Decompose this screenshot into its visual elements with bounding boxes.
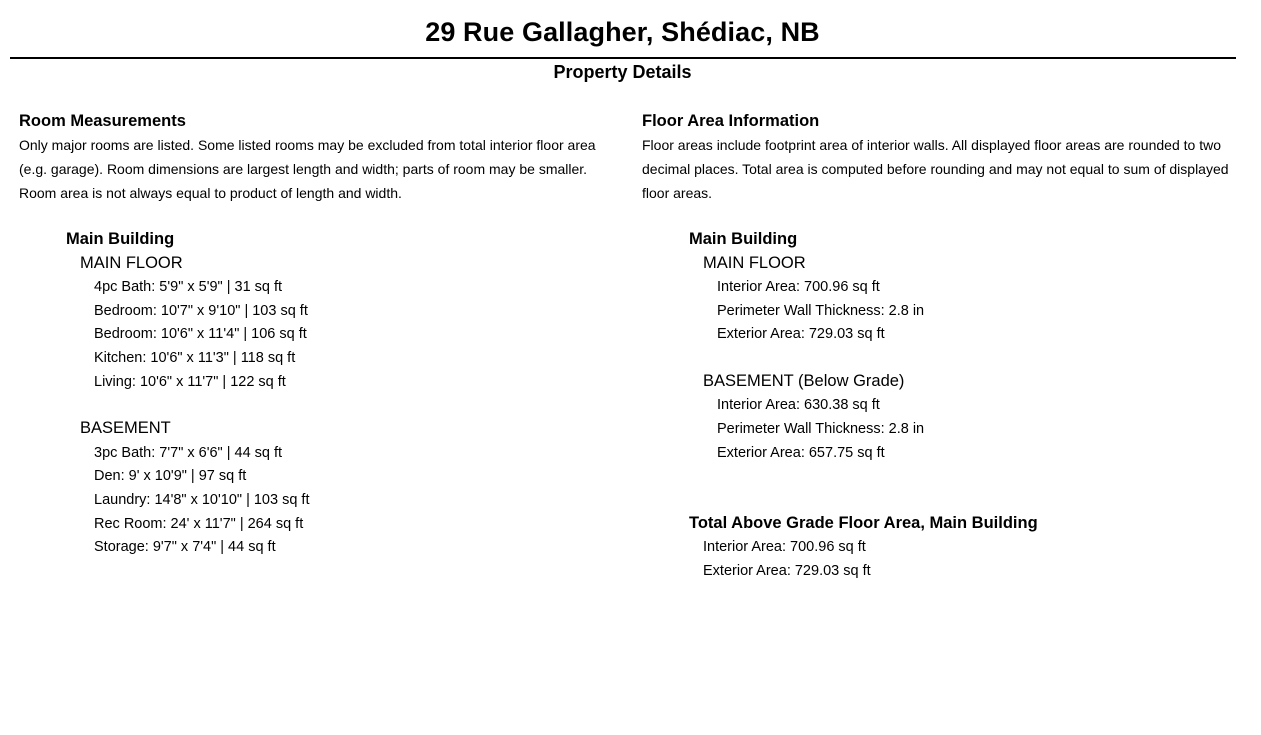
area-item: Perimeter Wall Thickness: 2.8 in xyxy=(717,421,925,437)
room-item: Living: 10'6" x 11'7" | 122 sq ft xyxy=(94,374,286,390)
area-item: Interior Area: 630.38 sq ft xyxy=(717,397,880,413)
room-item: Laundry: 14'8" x 10'10" | 103 sq ft xyxy=(94,492,310,508)
rooms-floor-name: MAIN FLOOR xyxy=(80,254,183,272)
title-divider xyxy=(10,57,1236,59)
room-item: 3pc Bath: 7'7" x 6'6" | 44 sq ft xyxy=(94,445,283,461)
area-building-label: Main Building xyxy=(689,230,798,248)
area-item: Exterior Area: 657.75 sq ft xyxy=(717,445,885,461)
total-area-item: Interior Area: 700.96 sq ft xyxy=(703,539,866,555)
room-item: Bedroom: 10'7" x 9'10" | 103 sq ft xyxy=(94,303,308,319)
room-measurements-heading: Room Measurements xyxy=(19,112,186,130)
room-item: Kitchen: 10'6" x 11'3" | 118 sq ft xyxy=(94,350,296,366)
area-item: Exterior Area: 729.03 sq ft xyxy=(717,326,885,342)
total-area-item: Exterior Area: 729.03 sq ft xyxy=(703,563,871,579)
rooms-building-label: Main Building xyxy=(66,230,175,248)
total-area-heading: Total Above Grade Floor Area, Main Building xyxy=(689,514,1038,532)
area-item: Interior Area: 700.96 sq ft xyxy=(717,279,880,295)
room-measurements-section xyxy=(19,111,619,205)
room-item: Storage: 9'7" x 7'4" | 44 sq ft xyxy=(94,539,276,555)
rooms-floor-name: BASEMENT xyxy=(80,419,171,437)
area-item: Perimeter Wall Thickness: 2.8 in xyxy=(717,303,925,319)
area-floor-name: MAIN FLOOR xyxy=(703,254,806,272)
room-item: Bedroom: 10'6" x 11'4" | 106 sq ft xyxy=(94,326,307,342)
room-item: Den: 9' x 10'9" | 97 sq ft xyxy=(94,468,247,484)
floor-area-heading: Floor Area Information xyxy=(642,112,820,130)
room-measurements-description: Only major rooms are listed. Some listed rooms may be excluded from total interior floor area (e.g. garage). Room dimensions are largest length and width; parts of room may be smaller. Room area is not always equal to product of length and width. xyxy=(19,137,596,201)
floor-area-section xyxy=(642,111,1247,205)
page-subtitle: Property Details xyxy=(553,62,692,82)
floor-area-description: Floor areas include footprint area of interior walls. All displayed floor areas are rounded to two decimal places. Total area is computed before rounding and may not equal to sum of displayed floor areas. xyxy=(642,137,1229,201)
room-item: 4pc Bath: 5'9" x 5'9" | 31 sq ft xyxy=(94,279,283,295)
room-item: Rec Room: 24' x 11'7" | 264 sq ft xyxy=(94,516,304,532)
page-title: 29 Rue Gallagher, Shédiac, NB xyxy=(425,17,820,47)
area-floor-name: BASEMENT (Below Grade) xyxy=(703,372,905,390)
